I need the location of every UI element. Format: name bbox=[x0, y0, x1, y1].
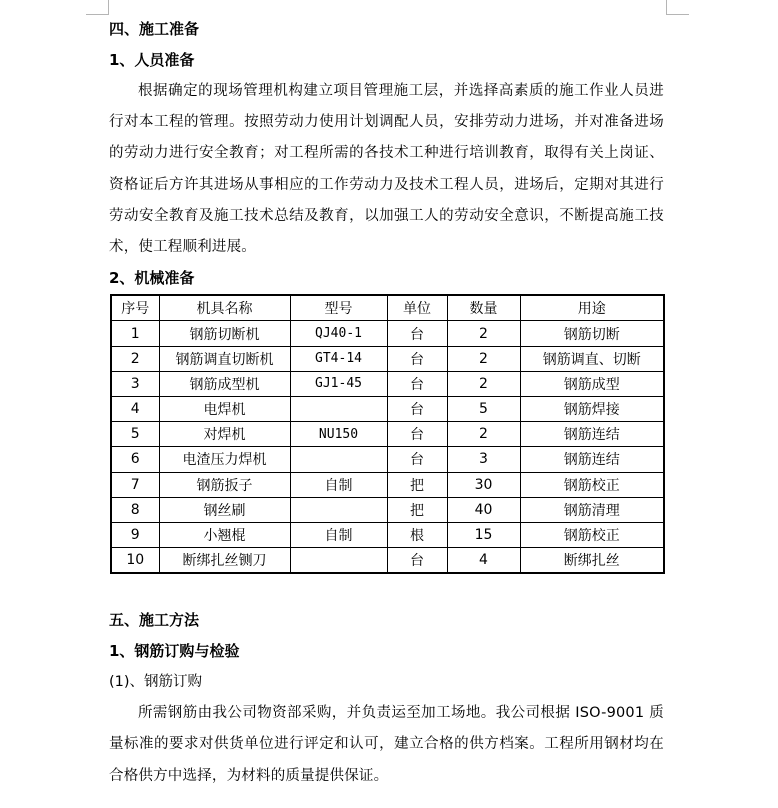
table-row bbox=[111, 371, 664, 396]
table-row bbox=[111, 447, 664, 472]
table-row bbox=[111, 497, 664, 522]
cell-index: 3 bbox=[111, 371, 159, 396]
cell-unit: 台 bbox=[387, 396, 447, 421]
cell-model: NU150 bbox=[290, 422, 387, 447]
cell-name: 电焊机 bbox=[159, 396, 290, 421]
rebar-subheading: (1)、钢筋订购 bbox=[109, 674, 203, 691]
col-header-name: 机具名称 bbox=[159, 295, 290, 321]
cell-index: 2 bbox=[111, 346, 159, 371]
personnel-heading: 1、人员准备 bbox=[109, 51, 195, 69]
cell-index: 6 bbox=[111, 447, 159, 472]
page-corner-mark-right bbox=[666, 0, 689, 15]
col-header-purpose: 用途 bbox=[520, 295, 664, 321]
cell-unit: 台 bbox=[387, 447, 447, 472]
cell-quantity: 2 bbox=[447, 371, 520, 396]
page-corner-mark-left bbox=[86, 0, 109, 15]
equipment-table bbox=[110, 294, 665, 574]
cell-name: 钢筋调直切断机 bbox=[159, 346, 290, 371]
spacer bbox=[109, 574, 664, 605]
table-row bbox=[111, 548, 664, 574]
cell-quantity: 15 bbox=[447, 522, 520, 547]
cell-purpose: 钢筋成型 bbox=[520, 371, 664, 396]
cell-name: 对焊机 bbox=[159, 422, 290, 447]
table-header-row bbox=[111, 295, 664, 321]
cell-purpose: 钢筋焊接 bbox=[520, 396, 664, 421]
cell-quantity: 2 bbox=[447, 346, 520, 371]
cell-model bbox=[290, 548, 387, 574]
cell-quantity: 5 bbox=[447, 396, 520, 421]
cell-purpose: 钢筋校正 bbox=[520, 522, 664, 547]
table-row bbox=[111, 422, 664, 447]
cell-purpose: 钢筋连结 bbox=[520, 422, 664, 447]
cell-unit: 把 bbox=[387, 497, 447, 522]
table-row bbox=[111, 396, 664, 421]
document-page bbox=[109, 14, 664, 792]
machinery-heading: 2、机械准备 bbox=[109, 269, 195, 288]
cell-index: 9 bbox=[111, 522, 159, 547]
cell-quantity: 2 bbox=[447, 321, 520, 346]
cell-purpose: 钢筋切断 bbox=[520, 321, 664, 346]
cell-index: 5 bbox=[111, 422, 159, 447]
rebar-paragraph: 所需钢筋由我公司物资部采购，并负责运至加工场地。我公司根据 ISO-9001 质量标准的要求对供货单位进行评定和认可，建立合格的供方档案。工程所用钢材均在合格供方中选择，为材料的质量提供保证。 bbox=[109, 705, 664, 784]
cell-name: 断绑扎丝铡刀 bbox=[159, 548, 290, 574]
personnel-paragraph: 根据确定的现场管理机构建立项目管理施工层，并选择高素质的施工作业人员进行对本工程的管理。按照劳动力使用计划调配人员，安排劳动力进场，并对准备进场的劳动力进行安全教育；对工程所需的各技术工种进行培训教育，取得有关上岗证、资格证后方许其进场从事相应的工作劳动力及技术工程人员，进场后，定期对其进行劳动安全教育及施工技术总结及教育，以加强工人的劳动安全意识，不断提高施工技术，使工程顺利进展。 bbox=[109, 83, 664, 256]
cell-unit: 台 bbox=[387, 321, 447, 346]
cell-purpose: 断绑扎丝 bbox=[520, 548, 664, 574]
cell-index: 8 bbox=[111, 497, 159, 522]
table-row bbox=[111, 522, 664, 547]
cell-model: 自制 bbox=[290, 472, 387, 497]
cell-unit: 台 bbox=[387, 371, 447, 396]
cell-purpose: 钢筋调直、切断 bbox=[520, 346, 664, 371]
col-header-index: 序号 bbox=[111, 295, 159, 321]
col-header-quantity: 数量 bbox=[447, 295, 520, 321]
col-header-model: 型号 bbox=[290, 295, 387, 321]
cell-name: 钢筋扳子 bbox=[159, 472, 290, 497]
cell-quantity: 40 bbox=[447, 497, 520, 522]
table-row bbox=[111, 472, 664, 497]
cell-quantity: 3 bbox=[447, 447, 520, 472]
cell-quantity: 30 bbox=[447, 472, 520, 497]
table-row bbox=[111, 346, 664, 371]
cell-model: GJ1-45 bbox=[290, 371, 387, 396]
cell-model bbox=[290, 396, 387, 421]
cell-index: 1 bbox=[111, 321, 159, 346]
col-header-unit: 单位 bbox=[387, 295, 447, 321]
rebar-heading: 1、钢筋订购与检验 bbox=[109, 642, 240, 661]
cell-model bbox=[290, 447, 387, 472]
cell-model: QJ40-1 bbox=[290, 321, 387, 346]
cell-model: GT4-14 bbox=[290, 346, 387, 371]
section-4-title: 四、施工准备 bbox=[109, 20, 200, 38]
cell-unit: 台 bbox=[387, 548, 447, 574]
cell-name: 钢筋切断机 bbox=[159, 321, 290, 346]
cell-name: 电渣压力焊机 bbox=[159, 447, 290, 472]
cell-quantity: 2 bbox=[447, 422, 520, 447]
cell-index: 7 bbox=[111, 472, 159, 497]
cell-unit: 台 bbox=[387, 422, 447, 447]
cell-purpose: 钢筋连结 bbox=[520, 447, 664, 472]
cell-unit: 根 bbox=[387, 522, 447, 547]
cell-name: 钢丝刷 bbox=[159, 497, 290, 522]
section-5-title: 五、施工方法 bbox=[109, 611, 200, 630]
cell-index: 10 bbox=[111, 548, 159, 574]
cell-unit: 台 bbox=[387, 346, 447, 371]
cell-quantity: 4 bbox=[447, 548, 520, 574]
cell-name: 钢筋成型机 bbox=[159, 371, 290, 396]
cell-unit: 把 bbox=[387, 472, 447, 497]
cell-model: 自制 bbox=[290, 522, 387, 547]
cell-index: 4 bbox=[111, 396, 159, 421]
cell-purpose: 钢筋清理 bbox=[520, 497, 664, 522]
table-row bbox=[111, 321, 664, 346]
cell-model bbox=[290, 497, 387, 522]
cell-name: 小翘棍 bbox=[159, 522, 290, 547]
cell-purpose: 钢筋校正 bbox=[520, 472, 664, 497]
